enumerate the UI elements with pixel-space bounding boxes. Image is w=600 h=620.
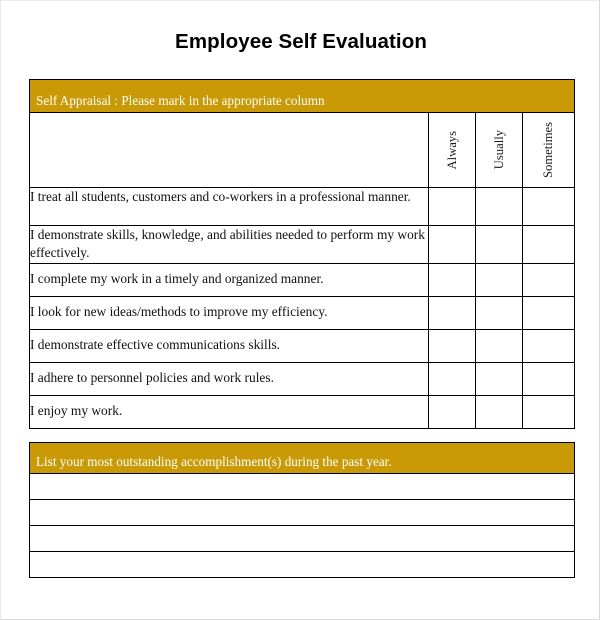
statement-text: I look for new ideas/methods to improve my efficiency. — [30, 297, 429, 330]
accomplishment-entry-field[interactable] — [30, 474, 575, 500]
table-row — [30, 297, 575, 330]
column-header-sometimes — [523, 113, 575, 188]
self-appraisal-band — [30, 80, 575, 113]
mark-cell-sometimes[interactable] — [523, 188, 575, 226]
mark-cell-usually[interactable] — [476, 226, 523, 264]
mark-cell-always[interactable] — [429, 188, 476, 226]
table-row — [30, 363, 575, 396]
table-row — [30, 526, 575, 552]
statement-text: I complete my work in a timely and organized manner. — [30, 264, 429, 297]
statement-text: I treat all students, customers and co-workers in a professional manner. — [30, 188, 429, 226]
statement-text: I adhere to personnel policies and work rules. — [30, 363, 429, 396]
mark-cell-sometimes[interactable] — [523, 264, 575, 297]
table-row — [30, 500, 575, 526]
accomplishment-entry-field[interactable] — [30, 526, 575, 552]
table-row — [30, 330, 575, 363]
column-header-usually-label: Usually — [491, 130, 506, 170]
mark-cell-always[interactable] — [429, 396, 476, 429]
table-row — [30, 188, 575, 226]
mark-cell-usually[interactable] — [476, 264, 523, 297]
column-header-sometimes-label: Sometimes — [541, 122, 556, 178]
mark-cell-sometimes[interactable] — [523, 330, 575, 363]
statement-text: I enjoy my work. — [30, 396, 429, 429]
table-row — [30, 396, 575, 429]
accomplishments-band-label: List your most outstanding accomplishment(s) during the past year. — [36, 454, 392, 470]
mark-cell-always[interactable] — [429, 297, 476, 330]
accomplishments-band — [30, 443, 575, 474]
accomplishment-entry-field[interactable] — [30, 500, 575, 526]
accomplishments-band-row — [30, 443, 575, 474]
accomplishments-table — [29, 442, 575, 578]
mark-cell-always[interactable] — [429, 330, 476, 363]
column-header-usually — [476, 113, 523, 188]
mark-cell-sometimes[interactable] — [523, 297, 575, 330]
mark-cell-usually[interactable] — [476, 330, 523, 363]
page-title: Employee Self Evaluation — [175, 30, 427, 53]
statement-text: I demonstrate skills, knowledge, and abilities needed to perform my work effectively. — [30, 226, 429, 264]
self-appraisal-table — [29, 79, 575, 429]
self-appraisal-band-label: Self Appraisal : Please mark in the appropriate column — [36, 93, 325, 109]
mark-cell-usually[interactable] — [476, 396, 523, 429]
column-header-always — [429, 113, 476, 188]
mark-cell-usually[interactable] — [476, 297, 523, 330]
table-row — [30, 226, 575, 264]
mark-cell-usually[interactable] — [476, 188, 523, 226]
mark-cell-sometimes[interactable] — [523, 396, 575, 429]
mark-cell-sometimes[interactable] — [523, 226, 575, 264]
rating-header-row — [30, 113, 575, 188]
table-row — [30, 474, 575, 500]
accomplishment-entry-field[interactable] — [30, 552, 575, 578]
mark-cell-always[interactable] — [429, 264, 476, 297]
table-row — [30, 264, 575, 297]
column-header-always-label: Always — [444, 130, 459, 170]
self-appraisal-band-row — [30, 80, 575, 113]
mark-cell-always[interactable] — [429, 363, 476, 396]
mark-cell-sometimes[interactable] — [523, 363, 575, 396]
mark-cell-always[interactable] — [429, 226, 476, 264]
table-row — [30, 552, 575, 578]
mark-cell-usually[interactable] — [476, 363, 523, 396]
statement-column-header — [30, 113, 429, 188]
statement-text: I demonstrate effective communications skills. — [30, 330, 429, 363]
